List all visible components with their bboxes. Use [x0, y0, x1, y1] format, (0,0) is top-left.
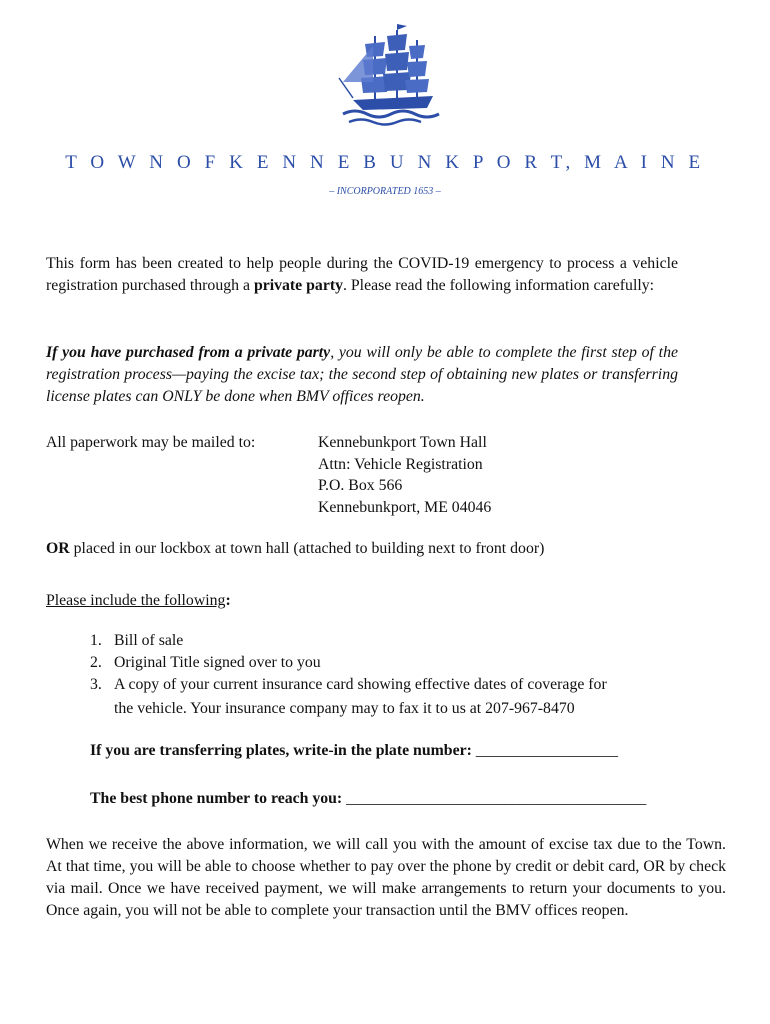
ship-logo — [335, 22, 445, 132]
list-text: Bill of sale — [114, 632, 184, 649]
address-line: P.O. Box 566 — [318, 477, 403, 494]
town-title: T O W N O F K E N N E B U N K P O R T, M A I N E — [65, 152, 705, 173]
mailing-address — [318, 432, 491, 518]
lockbox-or: OR — [46, 540, 70, 557]
incorporated-subtitle: – INCORPORATED 1653 – — [329, 186, 441, 197]
address-line: Kennebunkport, ME 04046 — [318, 498, 492, 516]
closing-paragraph: When we receive the above information, we will call you with the amount of excise tax due to the Town. At that time, you will be able to choose whether to pay over the phone by credit or debit card, OR by check via mail. Once we have received payment, we will make arrangements to return your documents to you. Once again, you will not be able to complete your transaction until the BMV offices reopen. — [46, 836, 726, 919]
warning-paragraph — [46, 342, 678, 408]
include-label: Please include the following — [46, 592, 226, 609]
intro-paragraph — [46, 253, 678, 297]
phone-label: The best phone number to reach you: — [90, 790, 347, 807]
list-number: 3. — [90, 676, 102, 693]
plate-number-field[interactable] — [90, 740, 618, 762]
plate-label: If you are transferring plates, write-in the plate number: — [90, 742, 476, 759]
address-line: Kennebunkport Town Hall — [318, 434, 487, 451]
plate-blank[interactable]: __________________ — [475, 742, 618, 759]
list-text: Original Title signed over to you — [114, 654, 321, 671]
warning-text: , you will only be able to complete the first step of the registration process—paying the excise tax; the second step of obtaining new plates or transferring license plates can ONLY be done when BMV offices reopen. — [46, 344, 678, 405]
lockbox-text: placed in our lockbox at town hall (attached to building next to front door) — [69, 540, 545, 557]
intro-text-end: . Please read the following information carefully: — [343, 277, 655, 294]
intro-bold: private party — [253, 277, 343, 294]
list-number: 2. — [90, 654, 102, 671]
list-text-continued: the vehicle. Your insurance company may to fax it to us at 207-967-8470 — [114, 700, 575, 717]
mail-label: All paperwork may be mailed to: — [46, 434, 256, 451]
include-heading — [46, 590, 231, 612]
list-item — [90, 630, 690, 652]
address-line: Attn: Vehicle Registration — [318, 455, 483, 473]
list-item — [90, 674, 690, 696]
phone-blank[interactable]: ______________________________________ — [346, 790, 647, 807]
warning-bold: If you have purchased from a private party — [46, 344, 331, 361]
lockbox-line — [46, 538, 544, 560]
phone-number-field[interactable] — [90, 788, 646, 810]
intro-text: This form has been created to help people during the COVID-19 emergency to process a vehicle registration purchased through a — [46, 255, 678, 294]
include-colon: : — [225, 592, 231, 609]
list-text: A copy of your current insurance card showing effective dates of coverage for — [114, 676, 607, 693]
requirements-list — [90, 630, 690, 720]
list-number: 1. — [90, 632, 102, 649]
list-item — [90, 652, 690, 674]
